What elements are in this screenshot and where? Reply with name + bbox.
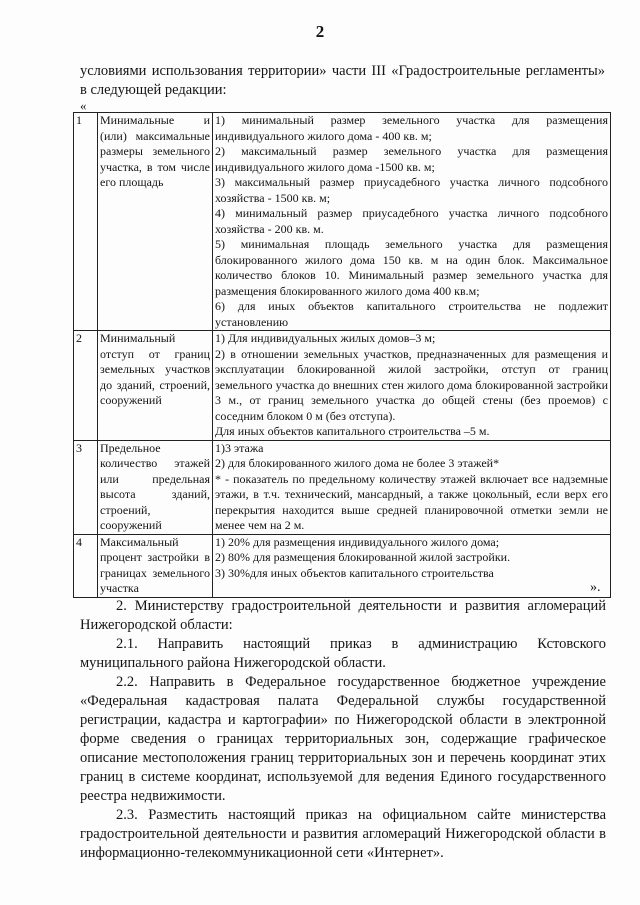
- opening-quote: «: [80, 98, 87, 113]
- row-number: 4: [74, 534, 98, 597]
- value-line: 2) в отношении земельных участков, предназначенных для размещения и эксплуатации блокированной жилой застройки, отступ от границ земельного участка до внешних стен жилого дома блокированной застройки 3 м., от границ земельного участка до общей стены (без проемов) с соседним блоком 0 м (без отступа).: [215, 346, 608, 423]
- row-values: [213, 440, 611, 534]
- row-number: 3: [74, 440, 98, 534]
- closing-quote: ».: [590, 580, 601, 595]
- row-parameter: Предельное количество этажей или предельная высота зданий, строений, сооружений: [98, 440, 213, 534]
- page-number: 2: [315, 22, 325, 41]
- row-parameter: Максимальный процент застройки в границах земельного участка: [98, 534, 213, 597]
- value-line: 2) для блокированного жилого дома не более 3 этажей*: [215, 456, 500, 470]
- row-parameter: Минимальные и (или) максимальные размеры земельного участка, в том числе его площадь: [98, 113, 213, 331]
- value-line: 3) 30%для иных объектов капитального строительства: [215, 565, 494, 580]
- row-number: 1: [74, 113, 98, 331]
- intro-paragraph: условиями использования территории» части III «Градостроительные регламенты» в следующей редакции:: [80, 63, 605, 98]
- row-parameter: Минимальный отступ от границ земельных участков до зданий, строений, сооружений: [98, 331, 213, 441]
- row-values: [213, 331, 611, 441]
- value-line: 4) минимальный размер приусадебного участка личного подсобного хозяйства - 200 кв. м.: [215, 206, 608, 236]
- value-line: 1) 20% для размещения индивидуального жилого дома;: [215, 534, 500, 549]
- value-line: 6) для иных объектов капитального строительства не подлежит установлению: [215, 299, 608, 329]
- value-line: 1) Для индивидуальных жилых домов–3 м;: [215, 331, 436, 345]
- row-values: [213, 534, 611, 597]
- value-line: 2) 80% для размещения блокированной жилой застройки.: [215, 550, 511, 564]
- value-line: 5) минимальная площадь земельного участка для размещения блокированного жилого дома 150 кв. м на один блок. Максимальное количество блоков 10. Минимальный размер земельного участка для размещения блокированного жилого дома 400 кв.м;: [215, 237, 608, 298]
- row-values: [213, 113, 611, 331]
- table-row: [74, 534, 611, 597]
- table-row: [74, 440, 611, 534]
- value-line: 1)3 этажа: [215, 440, 264, 455]
- row-number: 2: [74, 331, 98, 441]
- value-line: Для иных объектов капитального строительства –5 м.: [215, 424, 490, 438]
- paragraph-2-1: 2.1. Направить настоящий приказ в администрацию Кстовского муниципального района Нижегородской области.: [80, 636, 606, 671]
- table-row: [74, 113, 611, 331]
- value-line: 2) максимальный размер земельного участка для размещения индивидуального жилого дома -1500 кв. м;: [215, 144, 608, 174]
- value-line: 1) минимальный размер земельного участка для размещения индивидуального жилого дома - 400 кв. м;: [215, 113, 608, 143]
- value-line: * - показатель по предельному количеству этажей включает все надземные этажи, в т.ч. технический, мансардный, а также цокольный, если верх его перекрытия находится выше средней планировочной отметки земли не менее чем на 2 м.: [215, 471, 608, 532]
- paragraph-2: 2. Министерству градостроительной деятельности и развития агломераций Нижегородской области:: [80, 598, 606, 633]
- table-row: [74, 331, 611, 441]
- regulations-table: [73, 112, 611, 598]
- scan-artifact: [262, 0, 382, 8]
- body-text: [80, 597, 606, 863]
- paragraph-2-3: 2.3. Разместить настоящий приказ на официальном сайте министерства градостроительной деятельности и развития агломераций Нижегородской области в информационно-телекоммуникационной сети «Интернет».: [80, 807, 606, 861]
- value-line: 3) максимальный размер приусадебного участка личного подсобного хозяйства - 1500 кв. м;: [215, 175, 608, 205]
- paragraph-2-2: 2.2. Направить в Федеральное государственное бюджетное учреждение «Федеральная кадастровая палата Федеральной службы государственной регистрации, кадастра и картографии» по Нижегородской области в электронной форме сведения о границах территориальных зон, содержащие графическое описание местоположения границ территориальных зон и перечень координат этих границ в системе координат, используемой для ведения Единого государственного реестра недвижимости.: [80, 674, 606, 804]
